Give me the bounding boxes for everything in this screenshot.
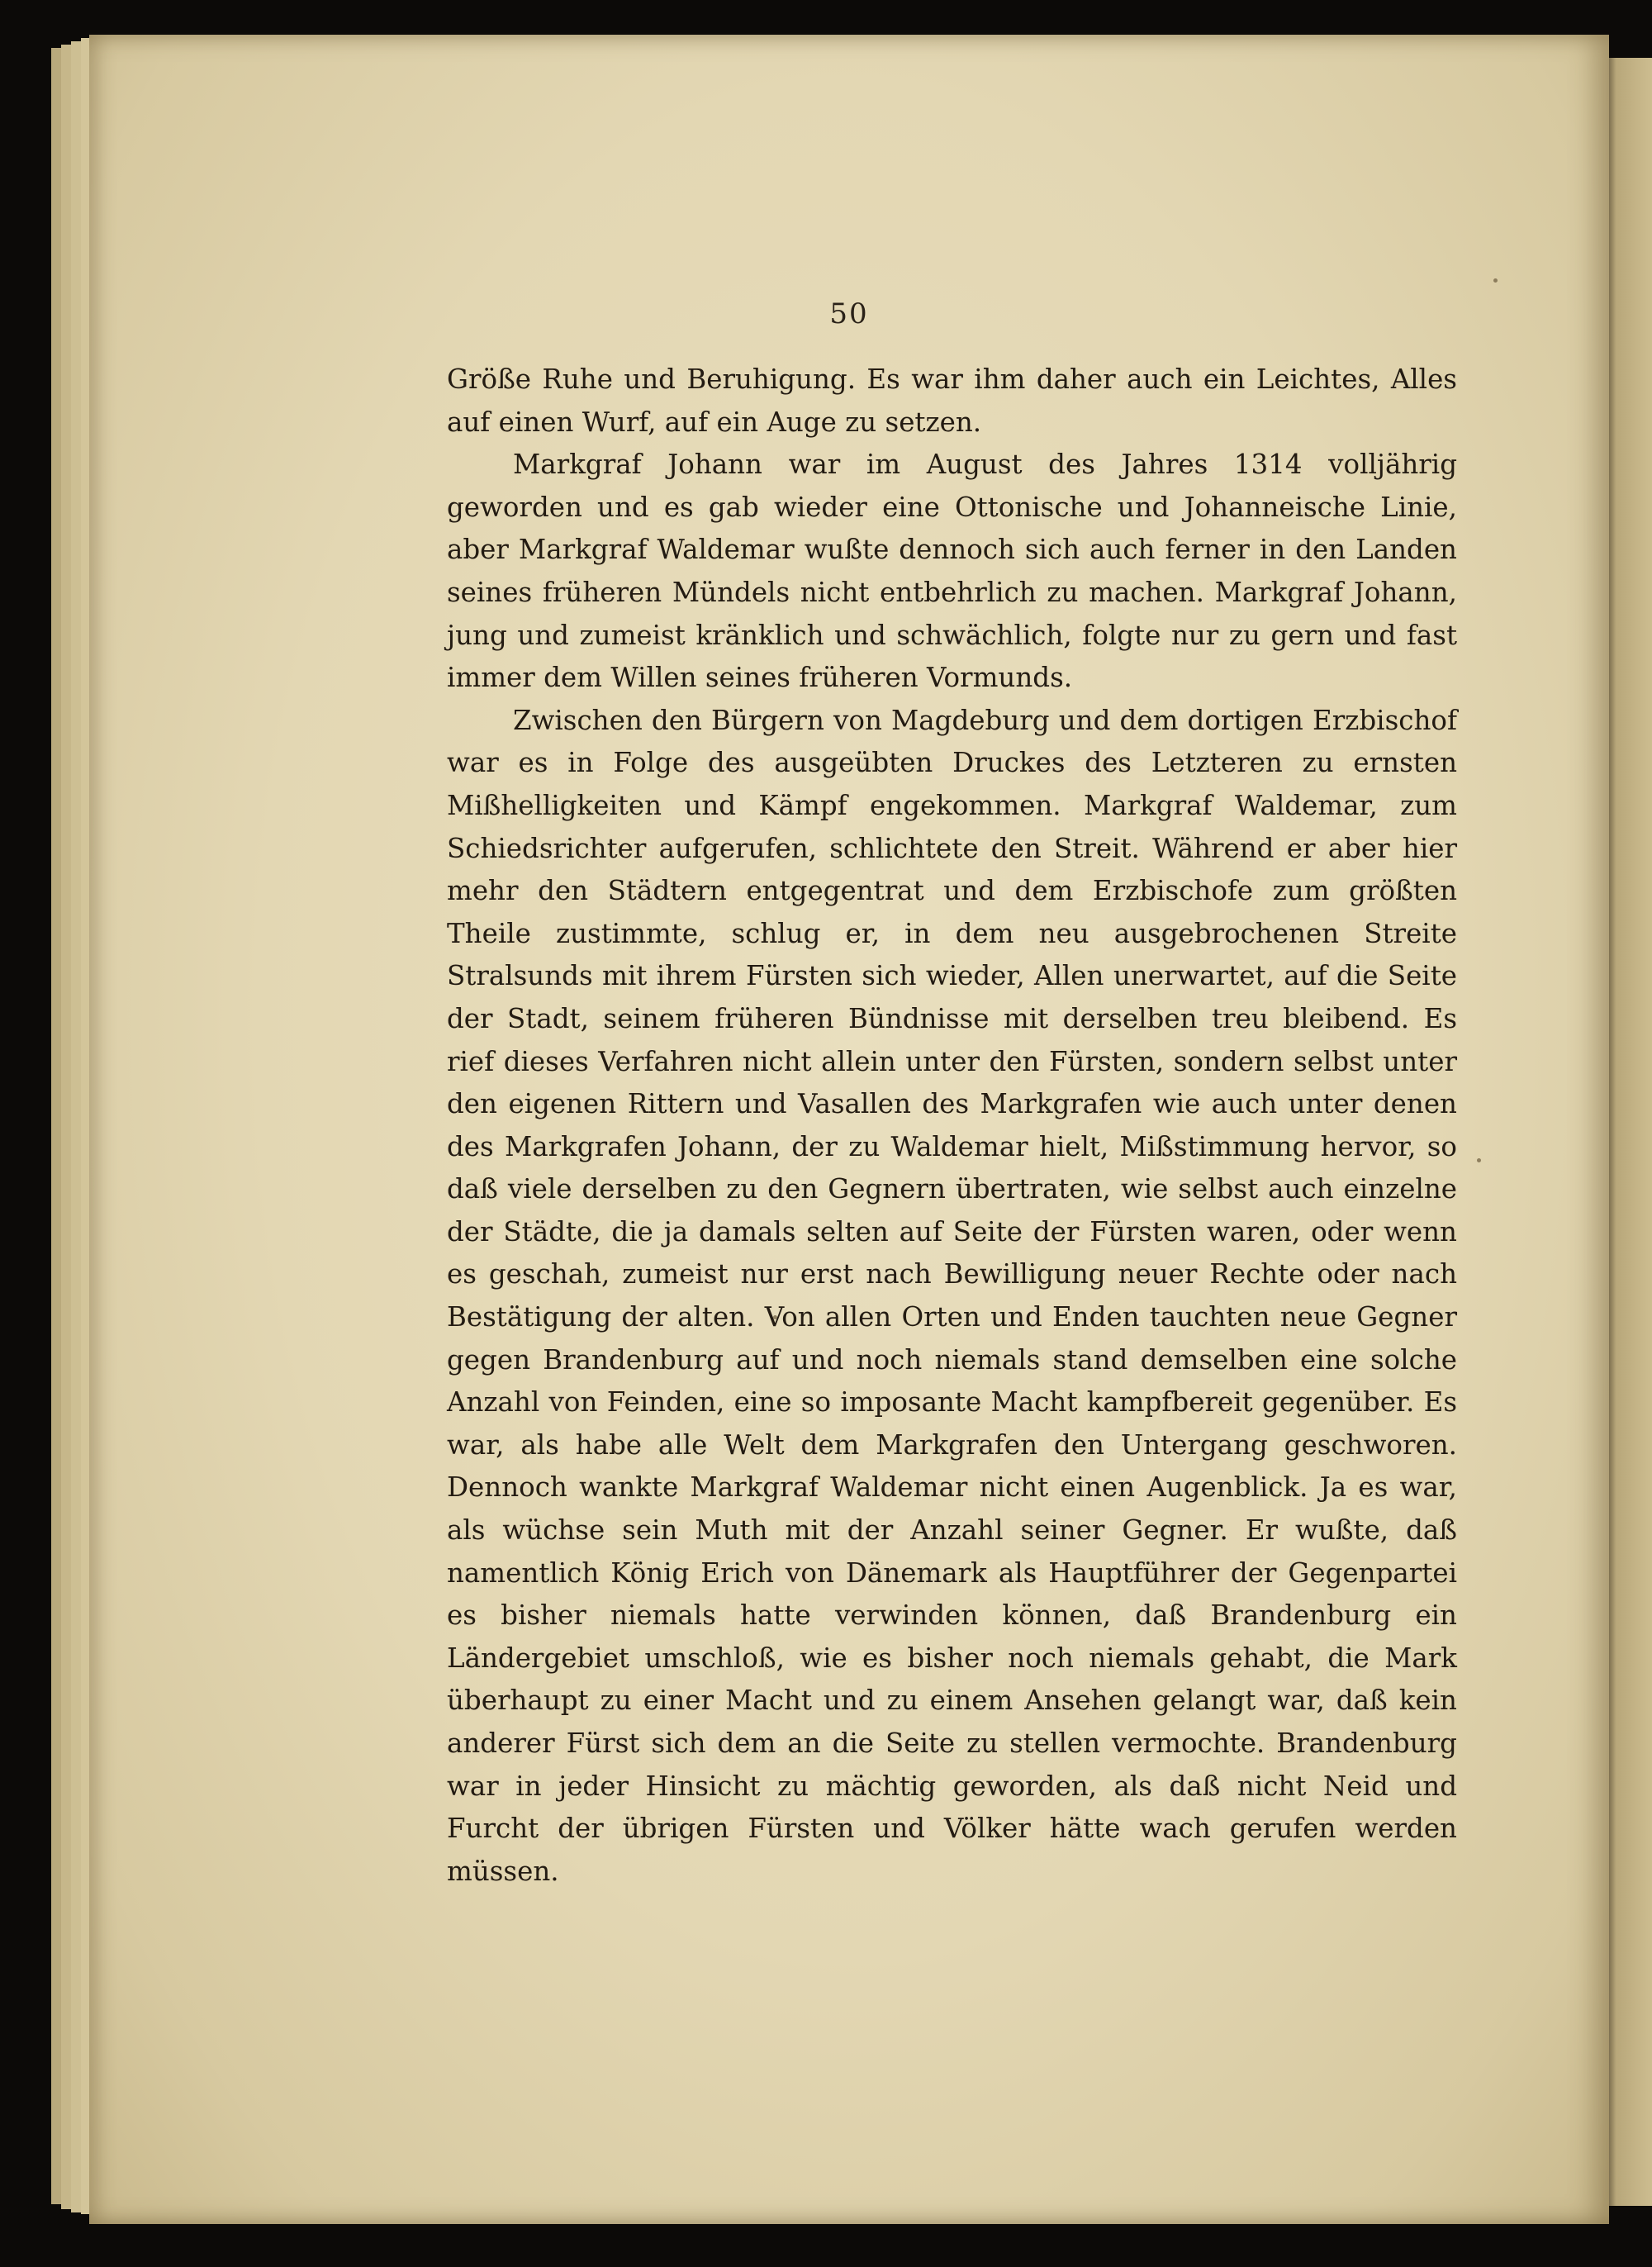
paragraph: Markgraf Johann war im August des Jahres 1314 volljährig geworden und es gab wieder eine Ottonische und Johanneische Linie, aber Markgraf Waldemar wußte dennoch sich auch ferner in den Landen seines früheren Mündels nicht entbehrlich zu machen. Markgraf Johann, jung und zumeist kränklich und schwächlich, folgte nur zu gern und fast immer dem Willen seines früheren Vormunds. [447,449,1457,694]
body-text [447,359,1457,1893]
paragraph: Zwischen den Bürgern von Magdeburg und dem dortigen Erzbischof war es in Folge des ausgeübten Druckes des Letzteren zu ernsten Mißhelligkeiten und Kämpf engekommen. Markgraf Waldemar, zum Schiedsrichter aufgerufen, schlichtete den Streit. Während er aber hier mehr den Städtern entgegentrat und dem Erzbischofe zum größten Theile zustimmte, schlug er, in dem neu ausgebrochenen Streite Stralsunds mit ihrem Fürsten sich wieder, Allen unerwartet, auf die Seite der Stadt, seinem früheren Bündnisse mit derselben treu bleibend. Es rief dieses Verfahren nicht allein unter den Fürsten, sondern selbst unter den eigenen Rittern und Vasallen des Markgrafen wie auch unter denen des Markgrafen Johann, der zu Waldemar hielt, Mißstimmung hervor, so daß viele derselben zu den Gegnern übertraten, wie selbst auch einzelne der Städte, die ja damals selten auf Seite der Fürsten waren, oder wenn es geschah, zumeist nur erst nach Bewilligung neuer Rechte oder nach Bestätigung der alten. Von allen Orten und Enden tauchten neue Gegner gegen Brandenburg auf und noch niemals stand demselben eine solche Anzahl von Feinden, eine so imposante Macht kampfbereit gegenüber. Es war, als habe alle Welt dem Markgrafen den Untergang geschworen. Dennoch wankte Markgraf Waldemar nicht einen Augenblick. Ja es war, als wüchse sein Muth mit der Anzahl seiner Gegner. Er wußte, daß namentlich König Erich von Dänemark als Hauptführer der Gegenpartei es bisher niemals hatte verwinden können, daß Brandenburg ein Ländergebiet umschloß, wie es bisher noch niemals gehabt, die Mark überhaupt zu einer Macht und zu einem Ansehen gelangt war, daß kein anderer Fürst sich dem an die Seite zu stellen vermochte. Brandenburg war in jeder Hinsicht zu mächtig geworden, als daß nicht Neid und Furcht der übrigen Fürsten und Völker hätte wach gerufen werden müssen. [447,704,1457,1887]
book-page [89,35,1609,2224]
paper-speck [1493,278,1498,283]
paper-speck [1477,1158,1481,1162]
page-number: 50 [829,297,869,330]
paragraph: Größe Ruhe und Beruhigung. Es war ihm daher auch ein Leichtes, Alles auf einen Wurf, auf ein Auge zu setzen. [447,364,1457,438]
